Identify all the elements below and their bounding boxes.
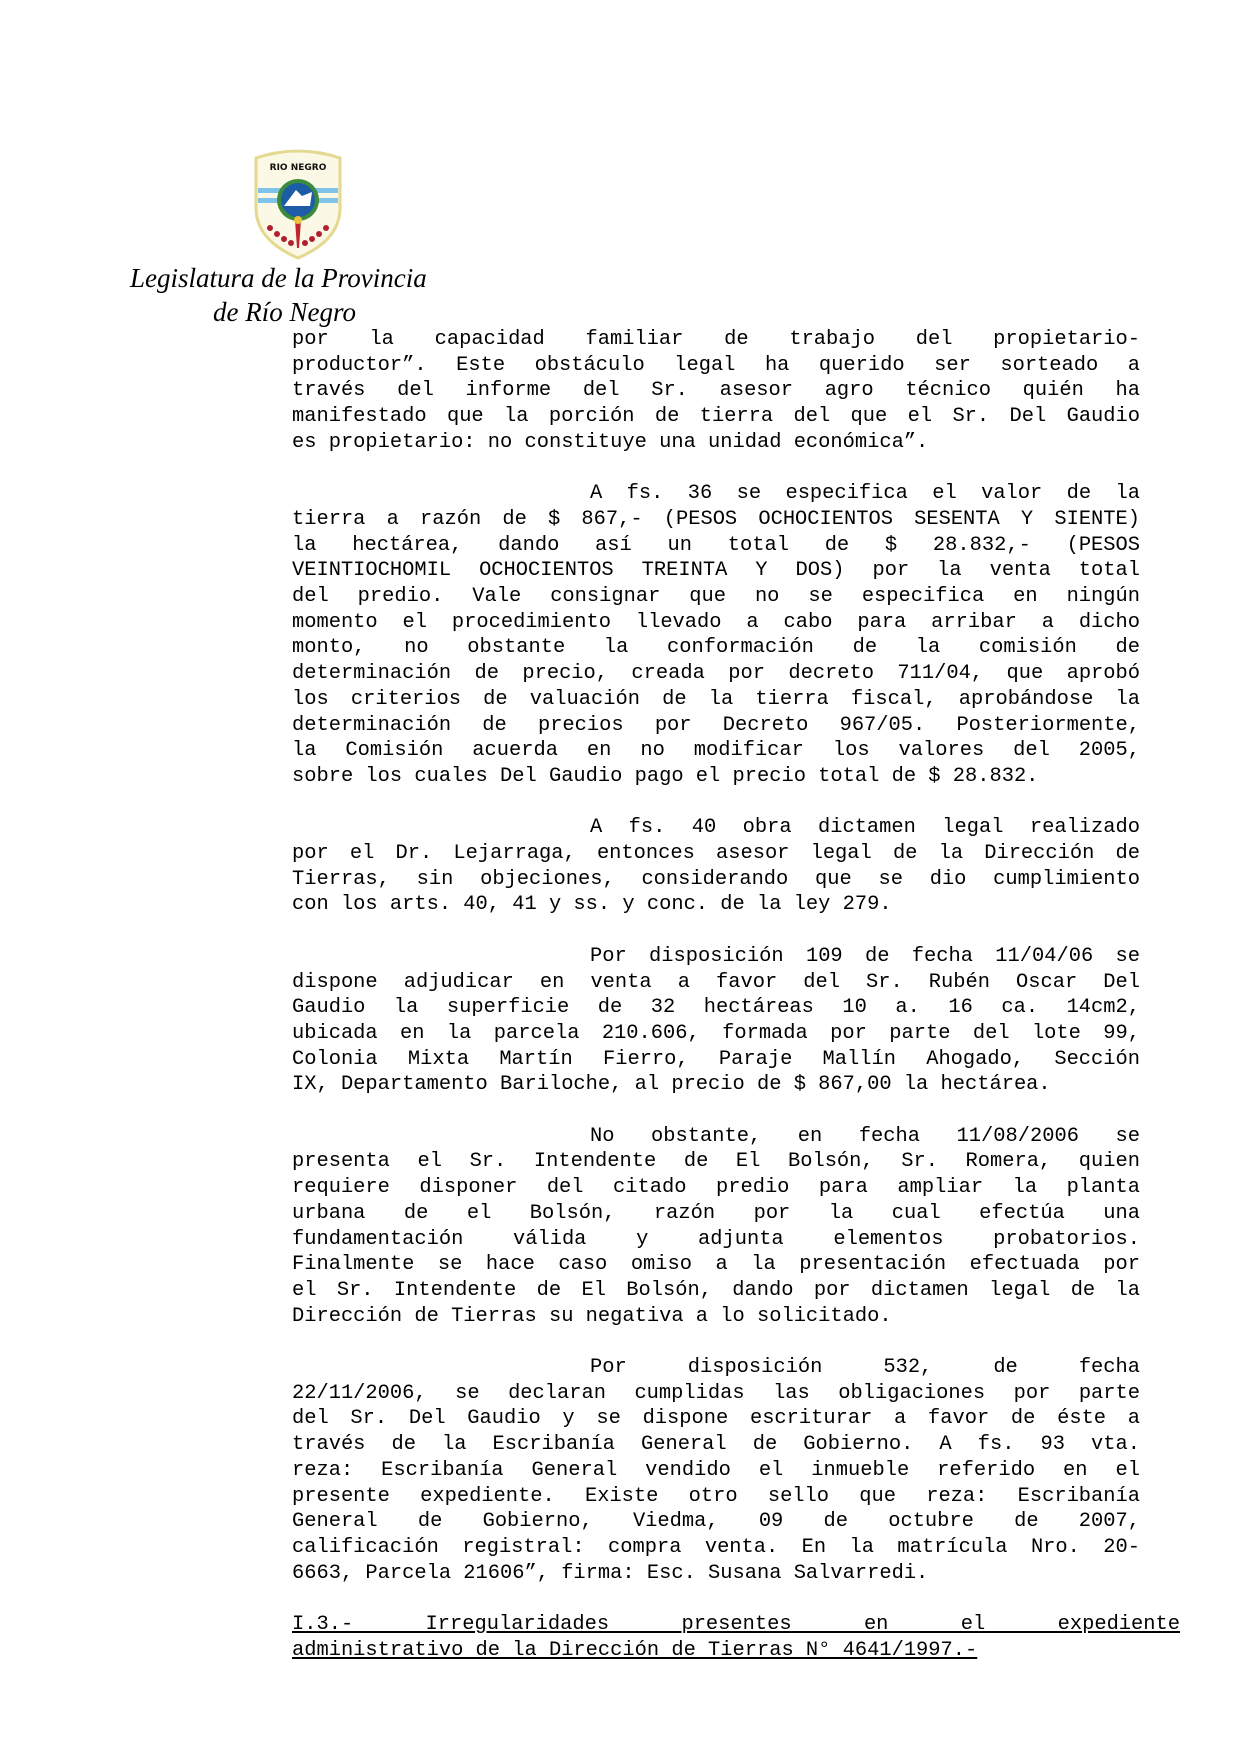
- paragraph-line: través de la Escribanía General de Gobierno. A fs. 93 vta.: [292, 1433, 1140, 1457]
- paragraph-line: Colonia Mixta Martín Fierro, Paraje Mallín Ahogado, Sección: [292, 1047, 1140, 1071]
- paragraph-line: Por disposición 532, de fecha: [590, 1356, 1140, 1380]
- section-heading-line1: I.3.- Irregularidades presentes en el expediente: [292, 1613, 1180, 1637]
- paragraph-line: IX, Departamento Bariloche, al precio de $ 867,00 la hectárea.: [292, 1073, 1051, 1097]
- paragraph-line: manifestado que la porción de tierra del que el Sr. Del Gaudio: [292, 405, 1140, 429]
- paragraph: [292, 327, 1140, 456]
- coat-of-arms-icon: [250, 148, 346, 260]
- paragraph-line: VEINTIOCHOMIL OCHOCIENTOS TREINTA Y DOS) por la venta total: [292, 559, 1140, 583]
- paragraph-line: la Comisión acuerda en no modificar los valores del 2005,: [292, 739, 1140, 763]
- paragraph-line: urbana de el Bolsón, razón por la cual efectúa una: [292, 1201, 1140, 1225]
- paragraph-line: momento el procedimiento llevado a cabo para arribar a dicho: [292, 610, 1140, 634]
- paragraph-line: Finalmente se hace caso omiso a la presentación efectuada por: [292, 1253, 1140, 1277]
- paragraph-line: A fs. 36 se especifica el valor de la: [590, 482, 1140, 506]
- paragraph-line: tierra a razón de $ 867,- (PESOS OCHOCIENTOS SESENTA Y SIENTE): [292, 507, 1140, 531]
- paragraph-line: el Sr. Intendente de El Bolsón, dando por dictamen legal de la: [292, 1278, 1140, 1302]
- paragraph-line: por el Dr. Lejarraga, entonces asesor legal de la Dirección de: [292, 842, 1140, 866]
- paragraph-line: Tierras, sin objeciones, considerando que se dio cumplimiento: [292, 867, 1140, 891]
- paragraph-line: presente expediente. Existe otro sello que reza: Escribanía: [292, 1484, 1140, 1508]
- paragraph: [292, 944, 1140, 1098]
- paragraph-line: monto, no obstante la conformación de la comisión de: [292, 636, 1140, 660]
- paragraph-line: presenta el Sr. Intendente de El Bolsón, Sr. Romera, quien: [292, 1150, 1140, 1174]
- paragraph-line: por la capacidad familiar de trabajo del propietario-: [292, 328, 1140, 351]
- paragraph-line: reza: Escribanía General vendido el inmueble referido en el: [292, 1458, 1140, 1482]
- paragraph-line: productor”. Este obstáculo legal ha querido ser sorteado a: [292, 353, 1140, 377]
- paragraph-line: dispone adjudicar en venta a favor del Sr. Rubén Oscar Del: [292, 970, 1140, 994]
- paragraph-line: determinación de precios por Decreto 967/05. Posteriormente,: [292, 713, 1140, 737]
- paragraph-line: calificación registral: compra venta. En la matrícula Nro. 20-: [292, 1535, 1140, 1559]
- organization-name-line1: Legislatura de la Provincia: [130, 263, 427, 293]
- paragraph-line: 22/11/2006, se declaran cumplidas las obligaciones por parte: [292, 1381, 1140, 1405]
- logo-text: RIO NEGRO: [269, 163, 327, 173]
- paragraphs-container: [292, 327, 1140, 1586]
- paragraph-line: Dirección de Tierras su negativa a lo solicitado.: [292, 1304, 892, 1328]
- paragraph-line: del Sr. Del Gaudio y se dispone escriturar a favor de éste a: [292, 1407, 1140, 1431]
- paragraph-line: la hectárea, dando así un total de $ 28.832,- (PESOS: [292, 533, 1140, 557]
- document-body: [292, 327, 1180, 1663]
- paragraph-line: determinación de precio, creada por decreto 711/04, que aprobó: [292, 662, 1140, 686]
- section-heading: [292, 1612, 1180, 1663]
- paragraph-line: Por disposición 109 de fecha 11/04/06 se: [590, 944, 1140, 968]
- organization-name: [130, 261, 480, 329]
- paragraph-line: 6663, Parcela 21606”, firma: Esc. Susana Salvarredi.: [292, 1561, 929, 1585]
- paragraph-line: General de Gobierno, Viedma, 09 de octubre de 2007,: [292, 1510, 1140, 1534]
- rio-negro-coat-of-arms-logo: [250, 148, 346, 260]
- paragraph-line: No obstante, en fecha 11/08/2006 se: [590, 1124, 1140, 1148]
- paragraph-line: requiere disponer del citado predio para ampliar la planta: [292, 1176, 1140, 1200]
- paragraph: [292, 481, 1140, 789]
- paragraph: [292, 1355, 1140, 1586]
- paragraph-line: es propietario: no constituye una unidad económica”.: [292, 430, 929, 454]
- section-heading-line2: administrativo de la Dirección de Tierras N° 4641/1997.-: [292, 1638, 978, 1662]
- paragraph-line: A fs. 40 obra dictamen legal realizado: [590, 816, 1140, 840]
- paragraph-line: del predio. Vale consignar que no se especifica en ningún: [292, 585, 1140, 609]
- paragraph: [292, 815, 1140, 918]
- paragraph-line: los criterios de valuación de la tierra fiscal, aprobándose la: [292, 687, 1140, 711]
- paragraph-line: Gaudio la superficie de 32 hectáreas 10 a. 16 ca. 14cm2,: [292, 996, 1140, 1020]
- paragraph-line: sobre los cuales Del Gaudio pago el precio total de $ 28.832.: [292, 764, 1039, 788]
- paragraph-line: con los arts. 40, 41 y ss. y conc. de la ley 279.: [292, 893, 892, 917]
- paragraph-line: fundamentación válida y adjunta elementos probatorios.: [292, 1227, 1140, 1251]
- paragraph-line: ubicada en la parcela 210.606, formada por parte del lote 99,: [292, 1021, 1140, 1045]
- paragraph-line: través del informe del Sr. asesor agro técnico quién ha: [292, 379, 1140, 403]
- organization-name-line2: de Río Negro: [213, 297, 356, 327]
- paragraph: [292, 1124, 1140, 1330]
